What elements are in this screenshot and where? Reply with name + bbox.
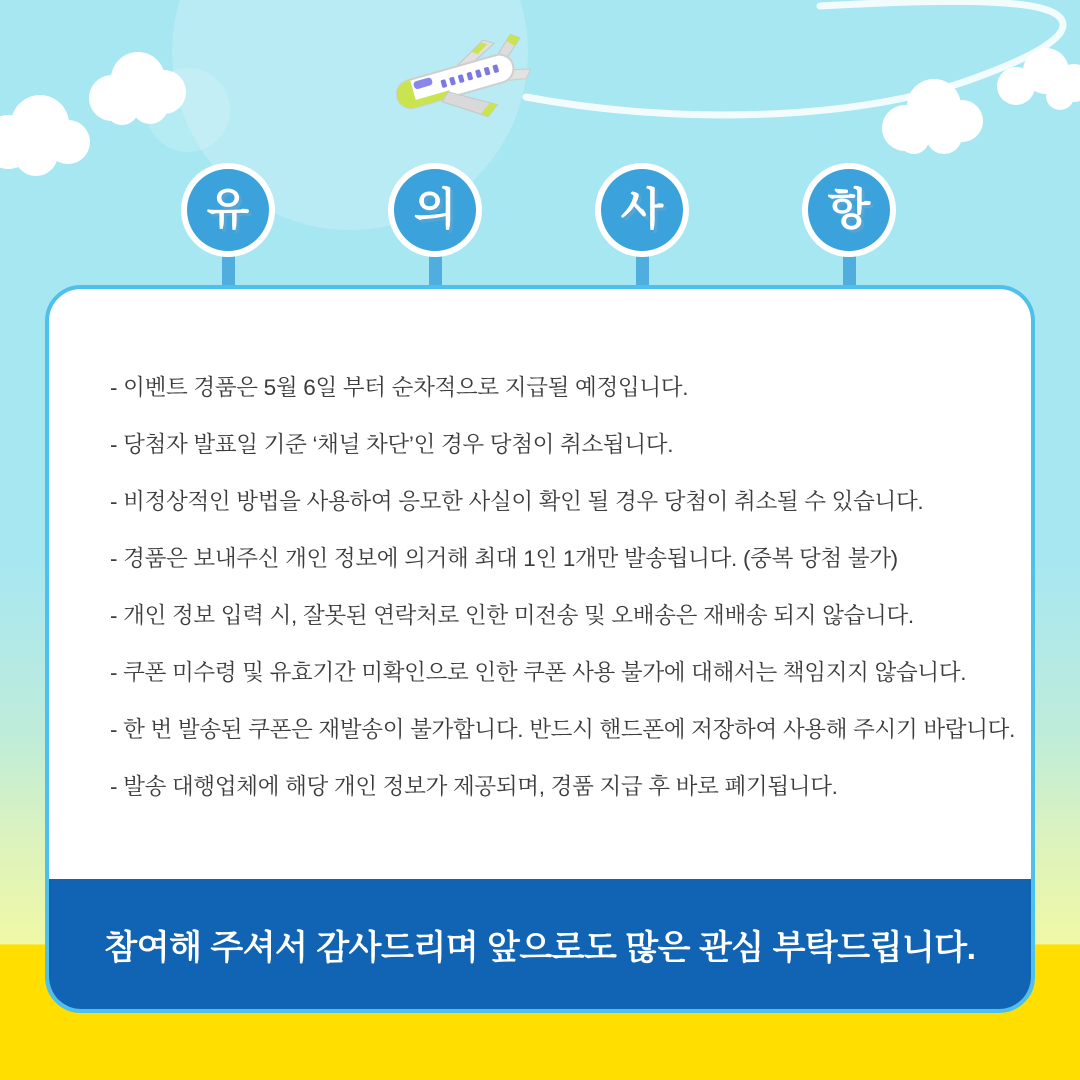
notice-item: - 쿠폰 미수령 및 유효기간 미확인으로 인한 쿠폰 사용 불가에 대해서는 책임지지 않습니다. [110,660,967,685]
badge-stick [636,253,649,289]
thank-you-text: 참여해 주셔서 감사드리며 앞으로도 많은 관심 부탁드립니다. [104,928,976,967]
contrail [526,1,1063,115]
thank-you-banner [49,879,1031,1009]
notice-card [45,285,1035,1013]
title-badge-2 [388,163,482,289]
title-badge-4 [802,163,896,289]
badge-circle [388,163,482,257]
notice-list [110,359,1016,815]
badge-char: 항 [827,185,871,234]
badge-circle [181,163,275,257]
cloud-icon [882,79,983,154]
title-badge-3 [595,163,689,289]
badge-char: 사 [620,185,664,234]
cloud-icon [89,52,186,125]
notice-item: - 한 번 발송된 쿠폰은 재발송이 불가합니다. 반드시 핸드폰에 저장하여 사용해 주시기 바랍니다. [110,717,1016,742]
notice-item: - 개인 정보 입력 시, 잘못된 연락처로 인한 미전송 및 오배송은 재배송 되지 않습니다. [110,603,914,628]
badge-circle [595,163,689,257]
cloud-icon [997,48,1080,110]
cloud-icon [0,95,90,176]
title-badge-1 [181,163,275,289]
notice-item: - 이벤트 경품은 5월 6일 부터 순차적으로 지급될 예정입니다. [110,375,689,400]
notice-item: - 경품은 보내주신 개인 정보에 의거해 최대 1인 1개만 발송됩니다. (중복 당첨 불가) [110,546,898,571]
badge-stick [222,253,235,289]
badge-circle [802,163,896,257]
badge-stick [843,253,856,289]
notice-item: - 비정상적인 방법을 사용하여 응모한 사실이 확인 될 경우 당첨이 취소될 수 있습니다. [110,489,924,514]
notice-item: - 당첨자 발표일 기준 ‘채널 차단’인 경우 당첨이 취소됩니다. [110,432,674,457]
badge-stick [429,253,442,289]
badge-char: 유 [206,185,250,234]
airplane-icon [389,30,540,140]
badge-char: 의 [413,185,457,234]
sun-halo-small [146,68,230,152]
notice-item: - 발송 대행업체에 해당 개인 정보가 제공되며, 경품 지급 후 바로 폐기됩니다. [110,774,838,799]
